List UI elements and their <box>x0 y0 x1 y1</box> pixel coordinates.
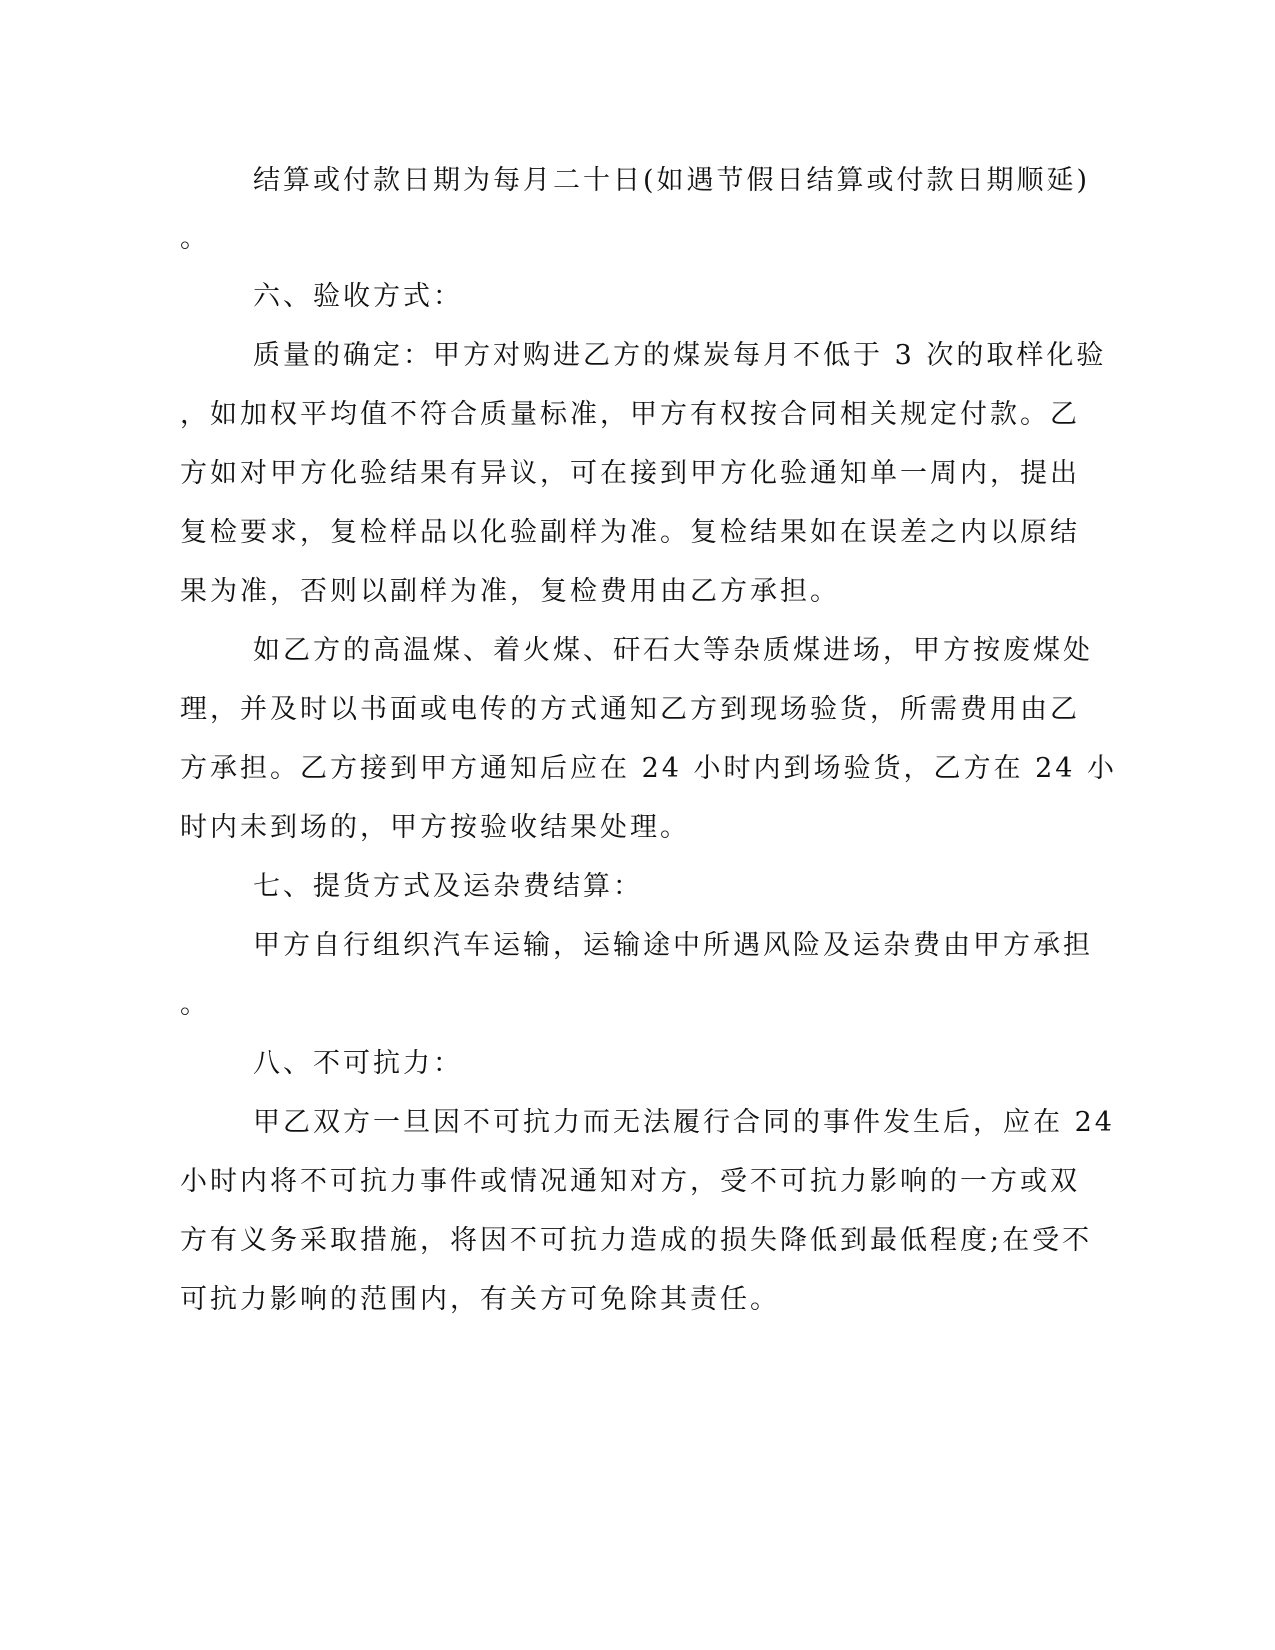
heading-section-7: 七、提货方式及运杂费结算： <box>253 871 643 902</box>
paragraph-waste-coal-line-2: 理，并及时以书面或电传的方式通知乙方到现场验货，所需费用由乙 <box>180 694 1080 725</box>
paragraph-force-majeure-line-3: 方有义务采取措施，将因不可抗力造成的损失降低到最低程度;在受不 <box>180 1225 1093 1256</box>
paragraph-force-majeure-line-2: 小时内将不可抗力事件或情况通知对方，受不可抗力影响的一方或双 <box>180 1166 1080 1197</box>
paragraph-settlement-date: 结算或付款日期为每月二十日(如遇节假日结算或付款日期顺延) <box>253 165 1091 196</box>
paragraph-quality-line-2: ，如加权平均值不符合质量标准，甲方有权按合同相关规定付款。乙 <box>180 399 1080 430</box>
paragraph-waste-coal-line-4: 时内未到场的，甲方按验收结果处理。 <box>180 812 690 843</box>
paragraph-force-majeure-line-4: 可抗力影响的范围内，有关方可免除其责任。 <box>180 1284 780 1315</box>
paragraph-settlement-date-end: 。 <box>180 223 210 254</box>
paragraph-waste-coal-line-1: 如乙方的高温煤、着火煤、矸石大等杂质煤进场，甲方按废煤处 <box>253 635 1093 666</box>
paragraph-force-majeure-line-1: 甲乙双方一旦因不可抗力而无法履行合同的事件发生后，应在 24 <box>253 1107 1115 1138</box>
paragraph-quality-line-1: 质量的确定：甲方对购进乙方的煤炭每月不低于 3 次的取样化验 <box>253 340 1107 371</box>
paragraph-quality-line-5: 果为准，否则以副样为准，复检费用由乙方承担。 <box>180 576 840 607</box>
heading-section-8: 八、不可抗力： <box>253 1048 463 1079</box>
heading-section-6: 六、验收方式： <box>253 281 463 312</box>
paragraph-quality-line-3: 方如对甲方化验结果有异议，可在接到甲方化验通知单一周内，提出 <box>180 458 1080 489</box>
paragraph-transport-line-1: 甲方自行组织汽车运输，运输途中所遇风险及运杂费由甲方承担 <box>253 930 1093 961</box>
paragraph-quality-line-4: 复检要求，复检样品以化验副样为准。复检结果如在误差之内以原结 <box>180 517 1080 548</box>
paragraph-waste-coal-line-3: 方承担。乙方接到甲方通知后应在 24 小时内到场验货，乙方在 24 小 <box>180 753 1118 784</box>
paragraph-transport-line-2: 。 <box>180 989 210 1020</box>
